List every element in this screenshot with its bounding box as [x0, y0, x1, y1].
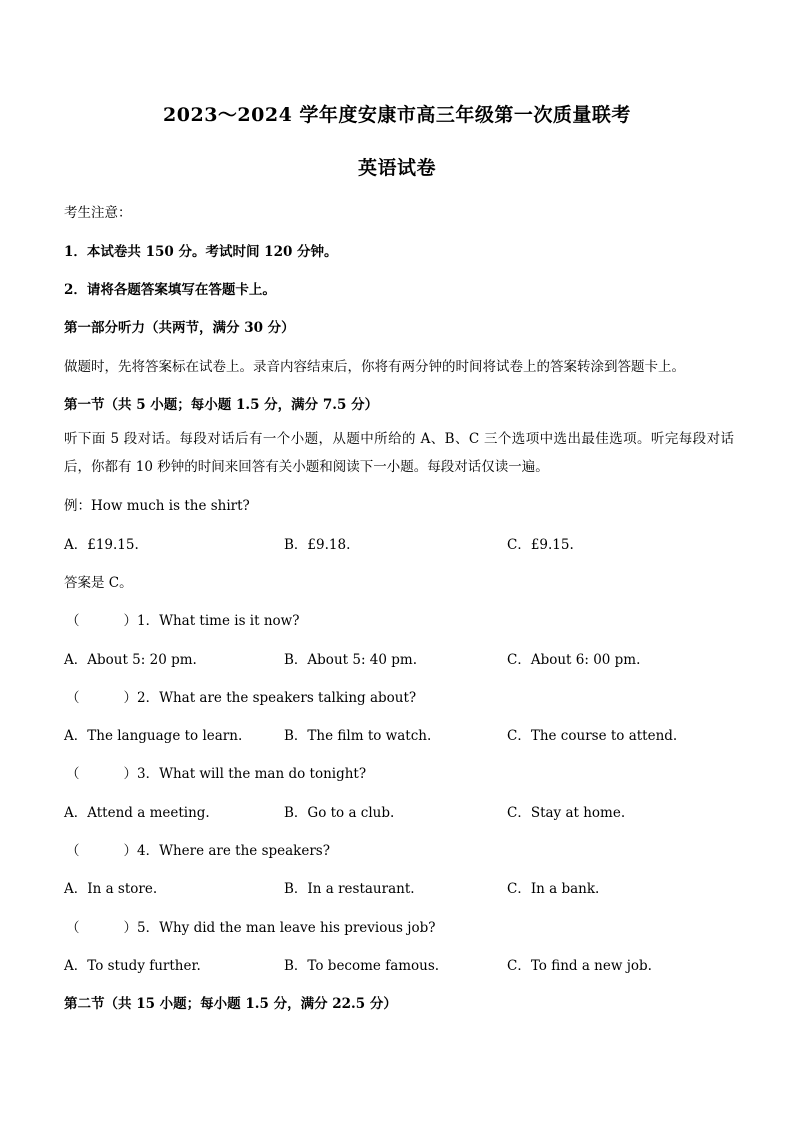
example-option-b: B．£9.18. [284, 537, 351, 553]
answer-paren-close: ） [123, 690, 137, 706]
q1-option-a: A．About 5: 20 pm. [64, 652, 197, 668]
answer-paren-open: （ [66, 766, 80, 782]
question-2 [66, 686, 416, 706]
notice-item-1: 1．本试卷共 150 分。考试时间 120 分钟。 [64, 244, 338, 260]
section1-heading: 第一节（共 5 小题；每小题 1.5 分，满分 7.5 分） [64, 397, 379, 413]
exam-subtitle: 英语试卷 [357, 157, 436, 179]
question-1 [66, 609, 299, 629]
q5-option-a: A．To study further. [64, 958, 201, 974]
example-answer: 答案是 C。 [64, 575, 133, 591]
question-text: 3．What will the man do tonight? [137, 766, 367, 782]
answer-paren-open: （ [66, 920, 80, 936]
q5-option-b: B．To become famous. [284, 958, 440, 974]
notice-item-2: 2．请将各题答案填写在答题卡上。 [64, 282, 276, 298]
q2-option-c: C．The course to attend. [507, 728, 678, 744]
q4-option-b: B．In a restaurant. [284, 881, 415, 897]
question-text: 2．What are the speakers talking about? [137, 690, 417, 706]
q3-option-b: B．Go to a club. [284, 805, 395, 821]
example-option-c: C．£9.15. [507, 537, 574, 553]
part1-instruction: 做题时，先将答案标在试卷上。录音内容结束后，你将有两分钟的时间将试卷上的答案转涂到答题卡上。 [64, 359, 685, 375]
answer-paren-open: （ [66, 690, 80, 706]
example-option-a: A．£19.15. [64, 537, 139, 553]
section2-heading: 第二节（共 15 小题；每小题 1.5 分，满分 22.5 分） [64, 996, 397, 1012]
answer-paren-open: （ [66, 613, 80, 629]
question-4 [66, 839, 330, 859]
section1-instruction: 听下面 5 段对话。每段对话后有一个小题，从题中所给的 A、B、C 三个选项中选出最佳选项。听完每段对话后，你都有 10 秒钟的时间来回答有关小题和阅读下一小题。每段对话仅读一遍。 [64, 431, 734, 475]
q2-option-a: A．The language to learn. [64, 728, 243, 744]
answer-paren-close: ） [123, 920, 137, 936]
q1-option-c: C．About 6: 00 pm. [507, 652, 641, 668]
example-question: 例：How much is the shirt? [64, 498, 250, 514]
answer-paren-close: ） [123, 613, 137, 629]
q3-option-c: C．Stay at home. [507, 805, 626, 821]
answer-paren-close: ） [123, 843, 137, 859]
q4-option-c: C．In a bank. [507, 881, 600, 897]
q1-option-b: B．About 5: 40 pm. [284, 652, 417, 668]
q3-option-a: A．Attend a meeting. [64, 805, 210, 821]
question-text: 4．Where are the speakers? [137, 843, 330, 859]
q4-option-a: A．In a store. [64, 881, 158, 897]
notice-heading: 考生注意： [64, 205, 132, 221]
answer-paren-open: （ [66, 843, 80, 859]
question-5 [66, 916, 435, 936]
exam-title: 2023～2024 学年度安康市高三年级第一次质量联考 [163, 104, 631, 126]
part1-heading: 第一部分听力（共两节，满分 30 分） [64, 320, 295, 336]
question-text: 1．What time is it now? [137, 613, 300, 629]
q2-option-b: B．The film to watch. [284, 728, 432, 744]
answer-paren-close: ） [123, 766, 137, 782]
q5-option-c: C．To find a new job. [507, 958, 652, 974]
question-text: 5．Why did the man leave his previous job? [137, 920, 436, 936]
question-3 [66, 762, 366, 782]
